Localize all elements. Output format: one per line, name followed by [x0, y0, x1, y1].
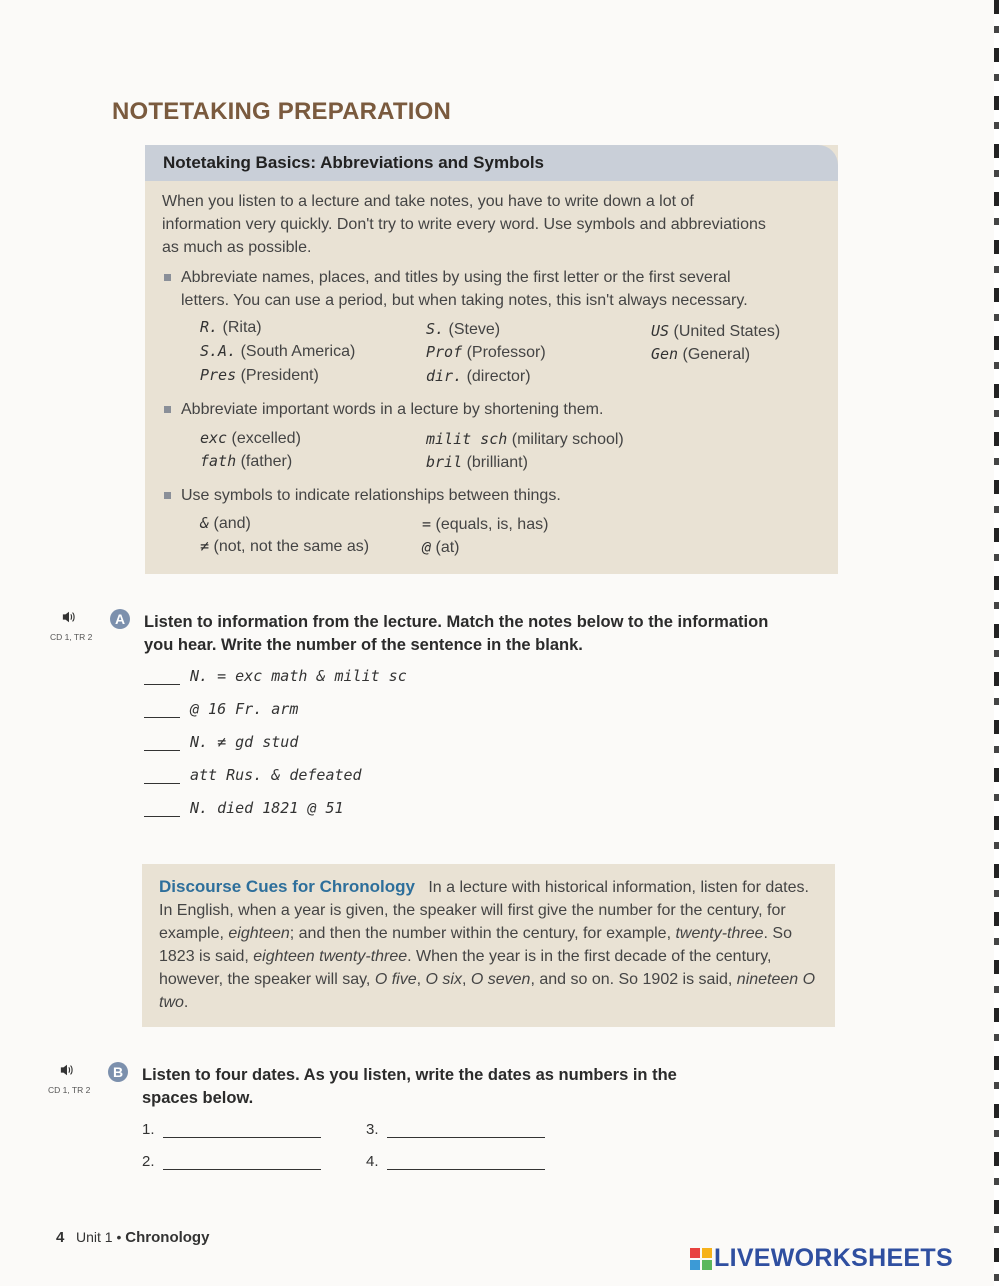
- cd-track-label: CD 1, TR 2: [48, 1085, 91, 1095]
- abbr-meaning: (South America): [240, 343, 356, 360]
- cue-example: eighteen twenty-three: [253, 948, 408, 965]
- handwritten-abbr: Prof: [426, 343, 463, 361]
- abbr-meaning: (equals, is, has): [435, 516, 549, 533]
- discourse-cues-title: Discourse Cues for Chronology: [159, 877, 415, 896]
- handwritten-abbr: dir.: [426, 367, 463, 385]
- date-answer-blank[interactable]: [387, 1155, 545, 1170]
- note-row: [144, 700, 298, 718]
- exercise-a-instruction: [144, 611, 844, 657]
- bullet-line: letters. You can use a period, but when taking notes, this isn't always necessary.: [181, 292, 748, 309]
- abbr-entry: [422, 515, 548, 534]
- abbr-entry: [200, 514, 251, 533]
- handwritten-symbol: &: [200, 514, 210, 532]
- bullet-square-icon: [164, 406, 171, 413]
- handwritten-note: att Rus. & defeated: [190, 766, 362, 784]
- handwritten-symbol: =: [422, 515, 432, 533]
- handwritten-abbr: milit sch: [426, 430, 508, 448]
- abbr-meaning: (United States): [673, 323, 781, 340]
- abbr-meaning: (at): [435, 539, 460, 556]
- date-answer-item: [366, 1153, 545, 1170]
- note-row: [144, 799, 344, 817]
- liveworksheets-logo-icon: [690, 1248, 712, 1270]
- abbr-meaning: (President): [240, 367, 319, 384]
- exercise-b-badge: B: [108, 1062, 128, 1082]
- abbr-meaning: (military school): [511, 431, 624, 448]
- abbr-entry: [200, 429, 301, 448]
- bullet-line: Use symbols to indicate relationships between things.: [181, 487, 561, 504]
- intro-line: information very quickly. Don't try to write every word. Use symbols and abbreviations: [162, 216, 766, 233]
- page-title: NOTETAKING PREPARATION: [112, 98, 452, 125]
- note-row: [144, 766, 362, 784]
- bullet-abbreviate-names: [181, 266, 821, 312]
- note-row: [144, 667, 407, 685]
- cue-example: eighteen: [228, 925, 290, 942]
- abbr-meaning: (director): [466, 368, 531, 385]
- item-number: 2.: [142, 1153, 155, 1170]
- audio-speaker-icon[interactable]: [62, 610, 76, 624]
- date-answer-item: [142, 1153, 321, 1170]
- liveworksheets-brand[interactable]: [690, 1244, 953, 1273]
- item-number: 1.: [142, 1121, 155, 1138]
- handwritten-abbr: exc: [200, 429, 228, 447]
- handwritten-note: N. died 1821 @ 51: [190, 799, 344, 817]
- intro-line: When you listen to a lecture and take notes, you have to write down a lot of: [162, 193, 694, 210]
- abbr-meaning: (father): [240, 453, 293, 470]
- cue-text: .: [183, 994, 189, 1011]
- scanned-page-edge: [994, 0, 999, 1286]
- abbr-meaning: (not, not the same as): [213, 538, 370, 555]
- intro-line: as much as possible.: [162, 239, 312, 256]
- abbr-entry: [426, 343, 546, 362]
- instruction-line: spaces below.: [142, 1089, 254, 1107]
- chapter-label: Chronology: [125, 1229, 210, 1246]
- cue-text: ,: [416, 971, 426, 988]
- handwritten-note: N. = exc math & milit sc: [190, 667, 407, 685]
- bullet-square-icon: [164, 492, 171, 499]
- date-answer-blank[interactable]: [163, 1123, 321, 1138]
- page-number: 4: [56, 1229, 65, 1246]
- handwritten-note: @ 16 Fr. arm: [190, 700, 299, 718]
- abbr-entry: [200, 366, 319, 385]
- answer-blank[interactable]: [144, 703, 180, 718]
- abbr-entry: [426, 320, 500, 339]
- abbr-meaning: (Steve): [448, 321, 501, 338]
- handwritten-abbr: fath: [200, 452, 237, 470]
- abbr-entry: [426, 430, 624, 449]
- basics-heading: Notetaking Basics: Abbreviations and Symbols: [145, 145, 838, 181]
- abbr-meaning: (Rita): [222, 319, 262, 336]
- handwritten-abbr: Pres: [200, 366, 237, 384]
- instruction-line: Listen to four dates. As you listen, write the dates as numbers in the: [142, 1066, 677, 1084]
- basics-intro: [162, 190, 832, 259]
- abbr-entry: [200, 342, 355, 361]
- brand-name: LIVEWORKSHEETS: [714, 1244, 953, 1272]
- date-answer-blank[interactable]: [387, 1123, 545, 1138]
- date-answer-item: [142, 1121, 321, 1138]
- cue-text: . So 1823 is said,: [159, 925, 792, 965]
- notetaking-basics-box: [145, 145, 838, 574]
- cue-example: twenty-three: [675, 925, 764, 942]
- abbr-meaning: (Professor): [466, 344, 546, 361]
- item-number: 3.: [366, 1121, 379, 1138]
- handwritten-abbr: S.: [426, 320, 445, 338]
- abbr-meaning: (and): [213, 515, 251, 532]
- abbr-meaning: (excelled): [231, 430, 301, 447]
- discourse-cues-box: [142, 864, 835, 1027]
- abbr-entry: [200, 318, 262, 337]
- answer-blank[interactable]: [144, 802, 180, 817]
- abbr-entry: [200, 452, 292, 471]
- date-answer-item: [366, 1121, 545, 1138]
- answer-blank[interactable]: [144, 769, 180, 784]
- page-footer: [56, 1229, 209, 1246]
- exercise-a-badge: A: [110, 609, 130, 629]
- cue-example: O seven: [470, 971, 531, 988]
- abbr-entry: [651, 345, 750, 364]
- date-answer-blank[interactable]: [163, 1155, 321, 1170]
- answer-blank[interactable]: [144, 670, 180, 685]
- bullet-square-icon: [164, 274, 171, 281]
- handwritten-abbr: Gen: [651, 345, 679, 363]
- bullet-line: Abbreviate names, places, and titles by using the first letter or the first several: [181, 269, 731, 286]
- abbr-entry: [426, 367, 531, 386]
- cue-text: ; and then the number within the century, for example,: [289, 925, 676, 942]
- item-number: 4.: [366, 1153, 379, 1170]
- handwritten-abbr: R.: [200, 318, 219, 336]
- abbr-meaning: (General): [682, 346, 751, 363]
- handwritten-abbr: S.A.: [200, 342, 237, 360]
- bullet-use-symbols: [181, 484, 821, 507]
- footer-separator: •: [112, 1229, 126, 1245]
- abbr-entry: [200, 537, 369, 556]
- bullet-line: Abbreviate important words in a lecture by shortening them.: [181, 401, 604, 418]
- handwritten-symbol: ≠: [200, 537, 210, 555]
- abbr-entry: [651, 322, 780, 341]
- instruction-line: you hear. Write the number of the sentence in the blank.: [144, 636, 583, 654]
- cue-example: O six: [425, 971, 462, 988]
- handwritten-symbol: @: [422, 538, 432, 556]
- cd-track-label: CD 1, TR 2: [50, 632, 93, 642]
- abbr-entry: [426, 453, 528, 472]
- handwritten-abbr: US: [651, 322, 670, 340]
- bullet-abbreviate-words: [181, 398, 821, 421]
- abbr-entry: [422, 538, 459, 557]
- cue-text: ,: [461, 971, 471, 988]
- handwritten-note: N. ≠ gd stud: [190, 733, 299, 751]
- abbr-meaning: (brilliant): [466, 454, 528, 471]
- cue-text: . When the year is in the first decade of the century, however, the speaker will say,: [159, 948, 772, 988]
- audio-speaker-icon[interactable]: [60, 1063, 74, 1077]
- cue-text: In a lecture with historical information, listen for dates. In English, when a year is given, the speaker will first give the number for the century, for example,: [159, 879, 809, 942]
- instruction-line: Listen to information from the lecture. Match the notes below to the information: [144, 613, 769, 631]
- handwritten-abbr: bril: [426, 453, 463, 471]
- note-row: [144, 733, 298, 751]
- cue-text: , and so on. So 1902 is said,: [530, 971, 737, 988]
- answer-blank[interactable]: [144, 736, 180, 751]
- discourse-cues-text: [159, 875, 824, 1014]
- cue-example: nineteen O two: [159, 971, 816, 1011]
- cue-example: O five: [374, 971, 417, 988]
- unit-label: Unit 1: [76, 1229, 113, 1245]
- exercise-b-instruction: [142, 1064, 742, 1110]
